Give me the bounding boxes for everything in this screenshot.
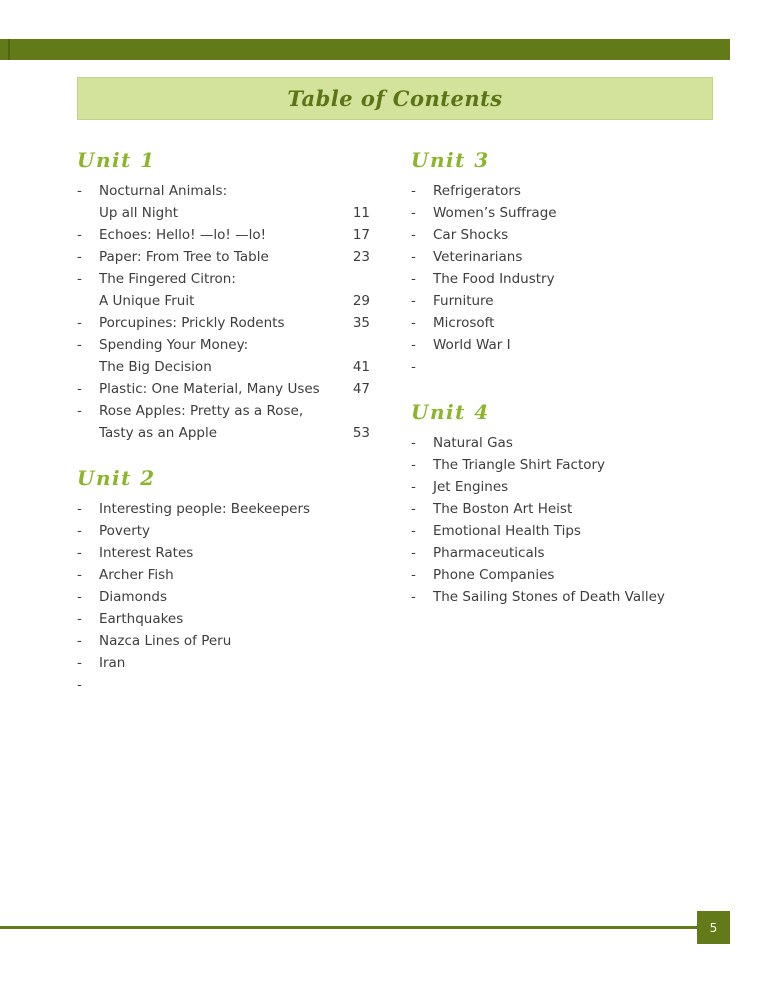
bullet-dash: - [77, 611, 82, 627]
toc-entry [411, 498, 711, 520]
toc-entry-title: Paper: From Tree to Table [99, 249, 269, 265]
toc-entry [77, 334, 377, 356]
toc-entry-title: Interest Rates [99, 545, 194, 561]
toc-entry [411, 542, 711, 564]
toc-entry [411, 356, 711, 378]
bullet-dash: - [411, 249, 416, 265]
toc-page-number: 23 [352, 249, 370, 265]
toc-entry-title: Furniture [433, 293, 494, 309]
toc-entry [77, 378, 377, 400]
toc-entry [77, 520, 377, 542]
toc-entry-title: Microsoft [433, 315, 495, 331]
toc-entry [411, 180, 711, 202]
toc-entry [77, 224, 377, 246]
toc-entry [411, 454, 711, 476]
unit-2-list [77, 498, 377, 696]
toc-entry-title: Tasty as an Apple [99, 425, 218, 441]
bullet-dash: - [77, 501, 82, 517]
toc-entry-title: Phone Companies [433, 567, 555, 583]
toc-entry-title: Spending Your Money: [99, 337, 249, 353]
toc-entry-title: Nazca Lines of Peru [99, 633, 232, 649]
toc-entry [411, 312, 711, 334]
bullet-dash: - [77, 403, 82, 419]
bullet-dash: - [411, 523, 416, 539]
bullet-dash: - [411, 337, 416, 353]
top-header-bar [0, 39, 730, 60]
unit-1-section [77, 146, 377, 444]
bullet-dash: - [411, 293, 416, 309]
toc-entry [411, 476, 711, 498]
toc-entry [77, 586, 377, 608]
toc-page-number: 29 [352, 293, 370, 309]
page-number-badge [697, 911, 730, 944]
toc-entry [411, 564, 711, 586]
toc-entry [77, 400, 377, 422]
toc-entry [77, 312, 377, 334]
unit-1-list [77, 180, 377, 444]
toc-entry [77, 246, 377, 268]
toc-entry-title: A Unique Fruit [99, 293, 195, 309]
toc-entry-title: Refrigerators [433, 183, 521, 199]
toc-entry [77, 356, 377, 378]
toc-entry-title: Veterinarians [433, 249, 523, 265]
toc-entry [411, 246, 711, 268]
toc-entry [77, 202, 377, 224]
bullet-dash: - [77, 271, 82, 287]
bullet-dash: - [77, 337, 82, 353]
bullet-dash: - [411, 545, 416, 561]
toc-entry [77, 542, 377, 564]
bullet-dash: - [77, 655, 82, 671]
toc-entry [77, 268, 377, 290]
toc-entry-title: Women’s Suffrage [433, 205, 557, 221]
bullet-dash: - [411, 479, 416, 495]
toc-entry-title: Echoes: Hello! —lo! —lo! [99, 227, 267, 243]
toc-entry [411, 268, 711, 290]
toc-entry-title: Car Shocks [433, 227, 509, 243]
unit-4-section [411, 398, 711, 608]
bullet-dash: - [77, 523, 82, 539]
toc-page-number: 53 [352, 425, 370, 441]
toc-entry-title: The Sailing Stones of Death Valley [433, 589, 665, 605]
bullet-dash: - [77, 315, 82, 331]
unit-3-list [411, 180, 711, 378]
toc-entry-title: Jet Engines [433, 479, 509, 495]
bullet-dash: - [77, 633, 82, 649]
unit-4-list [411, 432, 711, 608]
bullet-dash: - [411, 183, 416, 199]
bullet-dash: - [77, 567, 82, 583]
bullet-dash: - [77, 677, 82, 693]
toc-page-number: 11 [352, 205, 370, 221]
unit-3-section [411, 146, 711, 378]
toc-entry [411, 224, 711, 246]
toc-entry [77, 652, 377, 674]
title-banner [77, 77, 713, 120]
bullet-dash: - [77, 545, 82, 561]
footer-rule [0, 926, 700, 929]
toc-page-number: 41 [352, 359, 370, 375]
toc-entry-title: Poverty [99, 523, 151, 539]
toc-entry-title: Diamonds [99, 589, 167, 605]
toc-entry-title: The Fingered Citron: [99, 271, 236, 287]
toc-entry [77, 674, 377, 696]
toc-entry-title: Plastic: One Material, Many Uses [99, 381, 320, 397]
toc-entry-title: Emotional Health Tips [433, 523, 581, 539]
toc-page-number: 35 [352, 315, 370, 331]
left-column [77, 146, 377, 716]
toc-entry [411, 202, 711, 224]
toc-entry-title: The Food Industry [433, 271, 555, 287]
bullet-dash: - [77, 249, 82, 265]
toc-entry [411, 520, 711, 542]
toc-entry-title: Archer Fish [99, 567, 174, 583]
toc-entry-title: Iran [99, 655, 126, 671]
toc-entry [77, 422, 377, 444]
toc-entry-title: Natural Gas [433, 435, 513, 451]
toc-entry [77, 564, 377, 586]
bullet-dash: - [77, 227, 82, 243]
toc-entry-title: Earthquakes [99, 611, 184, 627]
bullet-dash: - [411, 501, 416, 517]
bullet-dash: - [411, 205, 416, 221]
toc-entry-title: Porcupines: Prickly Rodents [99, 315, 285, 331]
bullet-dash: - [77, 183, 82, 199]
unit-2-heading: Unit 2 [77, 466, 156, 490]
unit-3-heading: Unit 3 [411, 148, 490, 172]
toc-entry-title: Up all Night [99, 205, 179, 221]
toc-entry [411, 432, 711, 454]
bullet-dash: - [411, 271, 416, 287]
bullet-dash: - [411, 567, 416, 583]
bullet-dash: - [411, 457, 416, 473]
page-title: Table of Contents [287, 86, 503, 111]
toc-entry [77, 630, 377, 652]
bullet-dash: - [411, 589, 416, 605]
toc-entry-title: World War I [433, 337, 511, 353]
toc-entry-title: Rose Apples: Pretty as a Rose, [99, 403, 304, 419]
toc-entry [411, 334, 711, 356]
bullet-dash: - [411, 359, 416, 375]
unit-4-heading: Unit 4 [411, 400, 490, 424]
toc-entry-title: The Boston Art Heist [433, 501, 573, 517]
toc-page-number: 47 [352, 381, 370, 397]
toc-entry-title: The Triangle Shirt Factory [433, 457, 606, 473]
unit-1-heading: Unit 1 [77, 148, 156, 172]
bullet-dash: - [411, 227, 416, 243]
bullet-dash: - [411, 315, 416, 331]
toc-entry [411, 586, 711, 608]
right-column [411, 146, 711, 628]
toc-entry-title: The Big Decision [99, 359, 212, 375]
toc-entry [77, 290, 377, 312]
toc-entry [411, 290, 711, 312]
bullet-dash: - [411, 435, 416, 451]
bullet-dash: - [77, 381, 82, 397]
toc-entry [77, 608, 377, 630]
page-number: 5 [709, 920, 718, 935]
unit-2-section [77, 464, 377, 696]
toc-entry-title: Nocturnal Animals: [99, 183, 228, 199]
toc-entry-title: Interesting people: Beekeepers [99, 501, 311, 517]
toc-page-number: 17 [352, 227, 370, 243]
toc-entry [77, 180, 377, 202]
bullet-dash: - [77, 589, 82, 605]
toc-entry-title: Pharmaceuticals [433, 545, 545, 561]
toc-entry [77, 498, 377, 520]
